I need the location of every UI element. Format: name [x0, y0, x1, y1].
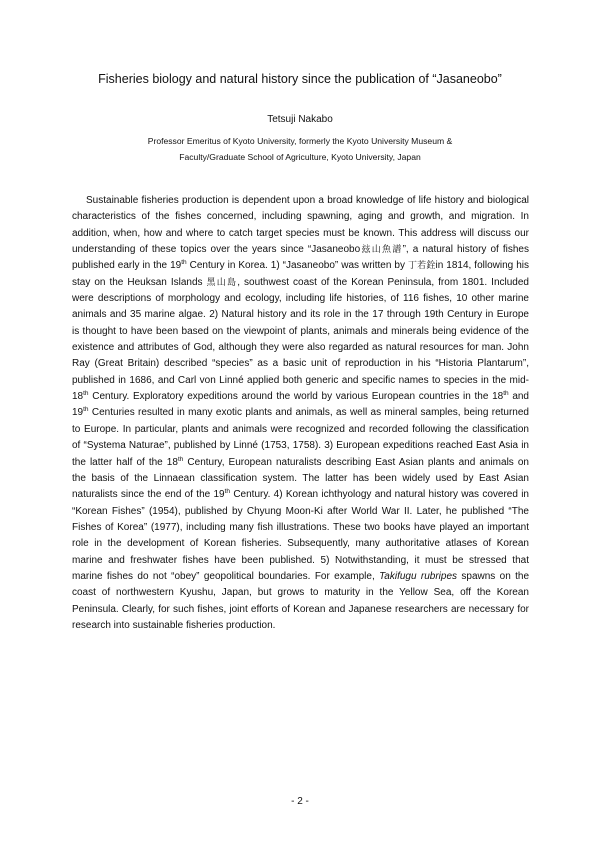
cjk-author-name: 丁若銓	[407, 261, 436, 272]
abstract-line: Fishes of Korea” (1977), including many fish illustrations. These two books have played an important	[72, 521, 529, 533]
abstract-line: research into sustainable fisheries production.	[72, 619, 276, 631]
author-affiliation	[0, 133, 600, 165]
abstract-line: Peninsula. Clearly, for such fishes, joint efforts of Korean and Japanese researchers are necessary for	[72, 603, 529, 615]
abstract-line: naturalists since the end of the 19th Century. 4) Korean ichthyology and natural history was covered in	[72, 488, 529, 501]
abstract-line: marine and freshwater fishes have been published. 5) Notwithstanding, it must be stressed that	[72, 554, 529, 566]
abstract-line: existence and attributes of God, although they were also regarded as natural resources for man. John	[72, 342, 529, 354]
species-name: Takifugu rubripes	[379, 570, 458, 582]
affiliation-line: Faculty/Graduate School of Agriculture, Kyoto University, Japan	[179, 152, 421, 162]
paper-title: Fisheries biology and natural history since the publication of “Jasaneobo”	[98, 72, 502, 86]
abstract-line: Sustainable fisheries production is dependent upon a broad knowledge of life history and biological	[86, 195, 529, 206]
abstract-line: of “Systema Naturae”, published by Linné (1753, 1758). 3) European expeditions reached East Asia in	[72, 440, 529, 452]
abstract-line: role in the development of Korean fisheries. Subsequently, many authoritative atlases of Korean	[72, 538, 529, 550]
affiliation-line: Professor Emeritus of Kyoto University, formerly the Kyoto University Museum &	[147, 136, 453, 146]
abstract-line: the basis of the Linnaean classification system. The latter has been widely used by East Asian	[72, 472, 529, 484]
abstract-line: coast of northwestern Kyushu, Japan, but grows to maturity in the Yellow Sea, off the Korean	[72, 587, 529, 599]
abstract-line: published early in the 19th Century in Korea. 1) “Jasaneobo” was written by 丁若銓in 1814, following his	[72, 259, 529, 272]
abstract-body	[72, 193, 529, 634]
cjk-place-name: 黑山島	[206, 277, 238, 288]
abstract-line: 19th Centuries resulted in many exotic plants and animals, as well as mineral samples, being returned	[72, 406, 529, 419]
abstract-line: marine fishes do not “obey” geopolitical boundaries. For example, Takifugu rubripes spawns on the	[72, 570, 530, 582]
abstract-line: animals and 35 marine algae. 2) Natural history and its role in the 17 through 19th Century in Europe	[72, 309, 529, 321]
cjk-book-title: 玆山魚譜	[360, 245, 403, 256]
abstract-line: were descriptions of morphology and ecology, including life histories, of 116 fishes, 10 other marine	[72, 293, 529, 305]
abstract-line: is thought to have been based on the viewpoint of plants, animals and minerals being evidence of the	[72, 325, 529, 337]
abstract-line: 18th Century. Exploratory expeditions around the world by various European countries in the 18th and	[72, 390, 529, 403]
abstract-line: addition, when, how and where to catch target species must be known. This address will discuss our	[72, 227, 529, 239]
abstract-line: to Europe. In particular, plants and animals were recognized and recorded following the classification	[72, 423, 529, 435]
abstract-line: “Korean Fishes” (1954), published by Chyung Moon-Ki after World War II. Later, he published “The	[72, 505, 529, 517]
abstract-line: characteristics of the fishes concerned, including spawning, aging and growth, and migration. In	[72, 211, 529, 223]
abstract-line: published in 1686, and Carl von Linné applied both generic and specific names to species in the mid-	[72, 374, 529, 386]
abstract-line: stay on the Heuksan Islands 黑山島, southwest coast of the Korean Peninsula, from 1801. Included	[72, 276, 529, 288]
abstract-line: Ray (Great Britain) described “species” as a basic unit of reproduction in his “Historia Plantarum”,	[72, 358, 529, 370]
page-number: - 2 -	[291, 796, 309, 807]
author-name: Tetsuji Nakabo	[267, 114, 333, 125]
abstract-line: understanding of these topics over the years since “Jasaneobo玆山魚譜”, a natural history of fishes	[72, 244, 529, 256]
abstract-line: the latter half of the 18th Century, European naturalists describing East Asian plants and animals on	[72, 455, 529, 468]
